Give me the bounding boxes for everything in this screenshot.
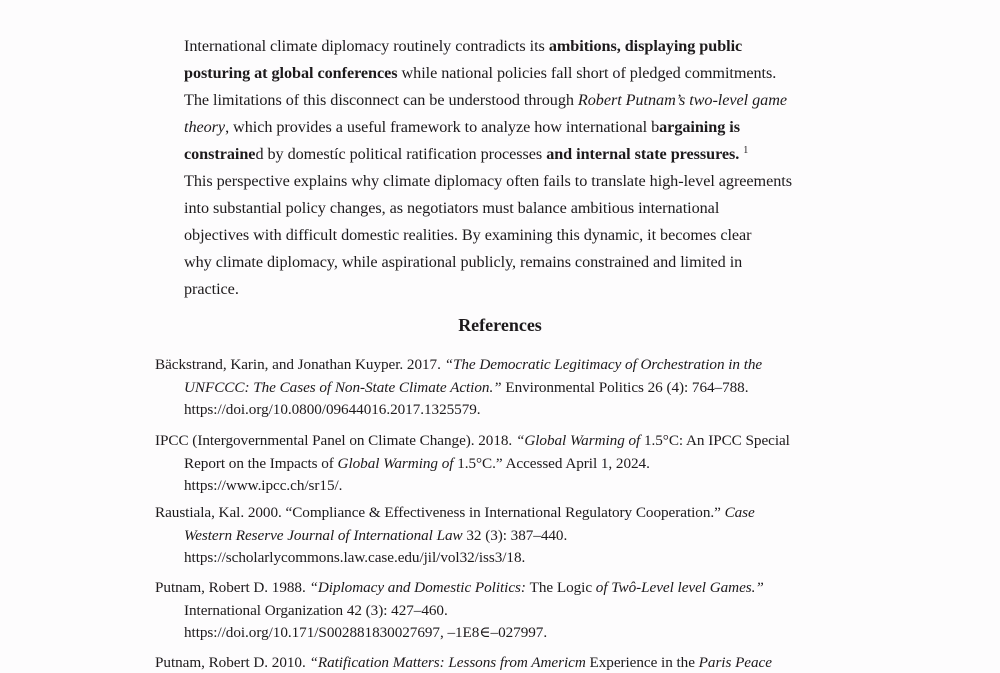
- reference-entry: [155, 578, 764, 598]
- text-run: 1.5°C: An IPCC Special: [643, 432, 790, 449]
- text-run: , which provides a useful framework to analyze how international b: [225, 118, 660, 136]
- text-run: IPCC (Intergovernmental Panel on Climate Change). 2018.: [155, 432, 516, 449]
- text-run: International Organization 42 (3): 427–460.: [184, 601, 448, 619]
- body-line: [184, 279, 239, 299]
- reference-continuation: [184, 454, 650, 474]
- reference-continuation: [184, 548, 525, 568]
- text-run: The limitations of this disconnect can be understood through: [184, 91, 578, 109]
- body-line: [184, 198, 719, 218]
- text-run: Bäckstrand, Karin, and Jonathan Kuyper. 2017.: [155, 356, 445, 373]
- text-run: Robert Putnam’s two-level game: [577, 91, 787, 109]
- text-run: Western Reserve Journal of International Law: [184, 526, 463, 544]
- text-run: https://scholarlycommons.law.case.edu/jil/vol32/iss3/18.: [184, 549, 526, 566]
- text-run: “Diplomacy and Domestic Politics:: [309, 579, 530, 596]
- text-run: theory: [184, 118, 226, 136]
- text-run: Paris Peace: [698, 654, 772, 671]
- text-run: d by domestíc political ratification processes: [255, 145, 547, 163]
- body-line: [184, 90, 787, 110]
- text-run: Report on the Impacts of: [184, 454, 338, 472]
- text-run: This perspective explains why climate diplomacy often fails to translate high-level agreements: [184, 172, 792, 190]
- text-run: posturing at global conferences: [184, 64, 398, 82]
- text-run: https://doi.org/10.0800/09644016.2017.1325579.: [184, 401, 481, 418]
- text-run: The Logic: [529, 579, 596, 596]
- body-line: [184, 171, 792, 191]
- text-run: Case: [724, 504, 755, 521]
- text-run: 32 (3): 387–440.: [462, 526, 568, 544]
- text-run: and internal state pressures.: [546, 145, 740, 163]
- text-run: Raustiala, Kal. 2000. “Compliance & Effectiveness in International Regulatory Cooperation.”: [155, 504, 725, 521]
- reference-continuation: [184, 378, 748, 398]
- reference-entry: [155, 503, 755, 523]
- body-line: [184, 252, 742, 272]
- reference-continuation: [184, 623, 547, 643]
- text-run: Environmental Politics 26 (4): 764–788.: [501, 378, 749, 396]
- text-run: https://doi.org/10.171/S002881830027697, –1E8∈–027997.: [184, 624, 548, 641]
- body-line: [184, 117, 740, 137]
- text-run: Global Warming of: [337, 454, 458, 472]
- text-run: practice.: [184, 280, 239, 298]
- reference-continuation: [184, 476, 342, 496]
- reference-continuation: [184, 601, 448, 621]
- text-run: constraine: [184, 145, 256, 163]
- reference-entry: [155, 653, 772, 673]
- text-run: UNFCCC: The Cases of Non-State Climate Action.”: [184, 378, 502, 396]
- body-line: [184, 144, 748, 164]
- text-run: 1.5°C.” Accessed April 1, 2024.: [457, 454, 650, 472]
- text-run: Putnam, Robert D. 1988.: [155, 579, 310, 596]
- body-line: [184, 36, 742, 56]
- text-run: ambitions, displaying public: [548, 37, 743, 55]
- text-run: “Global Warming of: [515, 432, 644, 449]
- reference-continuation: [184, 526, 567, 546]
- text-run: into substantial policy changes, as negotiators must balance ambitious international: [184, 199, 720, 217]
- text-run: Putnam, Robert D. 2010.: [155, 654, 310, 671]
- text-run: “Ratification Matters: Lessons from Americm: [309, 654, 590, 671]
- reference-continuation: [184, 400, 481, 420]
- text-run: of Twô-Level level Games.”: [595, 579, 764, 596]
- body-line: [184, 63, 776, 83]
- text-run: argaining is: [659, 118, 740, 136]
- text-run: while national policies fall short of pledged commitments.: [397, 64, 777, 82]
- reference-entry: [155, 431, 790, 451]
- text-run: International climate diplomacy routinely contradicts its: [184, 37, 549, 55]
- text-run: “The Democratic Legitimacy of Orchestration in the: [444, 356, 763, 373]
- text-run: https://www.ipcc.ch/sr15/.: [184, 477, 343, 494]
- footnote-marker: 1: [743, 144, 749, 156]
- text-run: why climate diplomacy, while aspirational publicly, remains constrained and limited in: [184, 253, 743, 271]
- references-heading: References: [458, 315, 542, 335]
- reference-entry: [155, 355, 762, 375]
- body-line: [184, 225, 752, 245]
- text-run: objectives with difficult domestic realities. By examining this dynamic, it becomes clear: [184, 226, 752, 244]
- text-run: Experience in the: [589, 654, 699, 671]
